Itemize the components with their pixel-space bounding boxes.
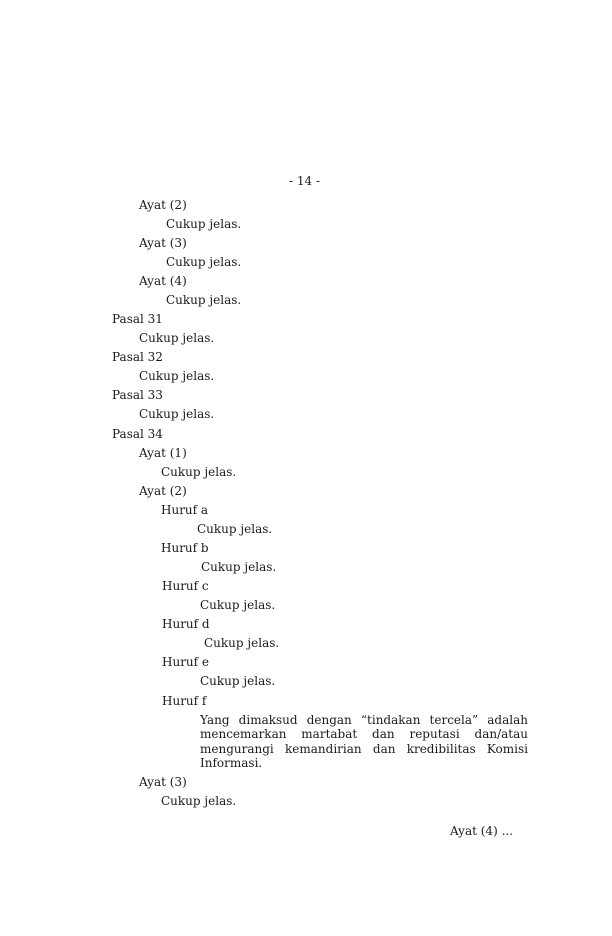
explanation-text: Cukup jelas. bbox=[204, 636, 280, 650]
ayat-heading: Ayat (3) bbox=[139, 775, 187, 789]
ayat-heading: Ayat (1) bbox=[139, 446, 187, 460]
explanation-text: Cukup jelas. bbox=[139, 331, 215, 345]
explanation-text: Cukup jelas. bbox=[197, 522, 273, 536]
explanation-text: Cukup jelas. bbox=[139, 369, 215, 383]
pasal-heading: Pasal 31 bbox=[112, 312, 163, 326]
huruf-heading: Huruf b bbox=[161, 541, 209, 555]
ayat-heading: Ayat (2) bbox=[139, 198, 187, 212]
explanation-text: Cukup jelas. bbox=[139, 407, 215, 421]
ayat-heading: Ayat (2) bbox=[139, 484, 187, 498]
huruf-heading: Huruf a bbox=[161, 503, 209, 517]
explanation-text: Cukup jelas. bbox=[200, 598, 276, 612]
explanation-text: Cukup jelas. bbox=[201, 560, 277, 574]
pasal-heading: Pasal 32 bbox=[112, 350, 163, 364]
explanation-text: Cukup jelas. bbox=[161, 465, 237, 479]
huruf-f-explanation: Yang dimaksud dengan “tindakan tercela” adalah mencemarkan martabat dan reputasi dan/atau mengurangi kemandirian dan kredibilitas Komisi Informasi. bbox=[200, 713, 528, 770]
pasal-heading: Pasal 34 bbox=[112, 427, 163, 441]
huruf-heading: Huruf f bbox=[162, 694, 207, 708]
page-number: - 14 - bbox=[289, 174, 321, 188]
huruf-heading: Huruf c bbox=[162, 579, 209, 593]
ayat-heading: Ayat (3) bbox=[139, 236, 187, 250]
explanation-text: Cukup jelas. bbox=[166, 255, 242, 269]
page-continuation: Ayat (4) ... bbox=[450, 824, 514, 838]
huruf-heading: Huruf e bbox=[162, 655, 210, 669]
ayat-heading: Ayat (4) bbox=[139, 274, 187, 288]
huruf-heading: Huruf d bbox=[162, 617, 210, 631]
explanation-text: Cukup jelas. bbox=[166, 217, 242, 231]
explanation-text: Cukup jelas. bbox=[161, 794, 237, 808]
pasal-heading: Pasal 33 bbox=[112, 388, 163, 402]
explanation-text: Cukup jelas. bbox=[200, 674, 276, 688]
explanation-text: Cukup jelas. bbox=[166, 293, 242, 307]
